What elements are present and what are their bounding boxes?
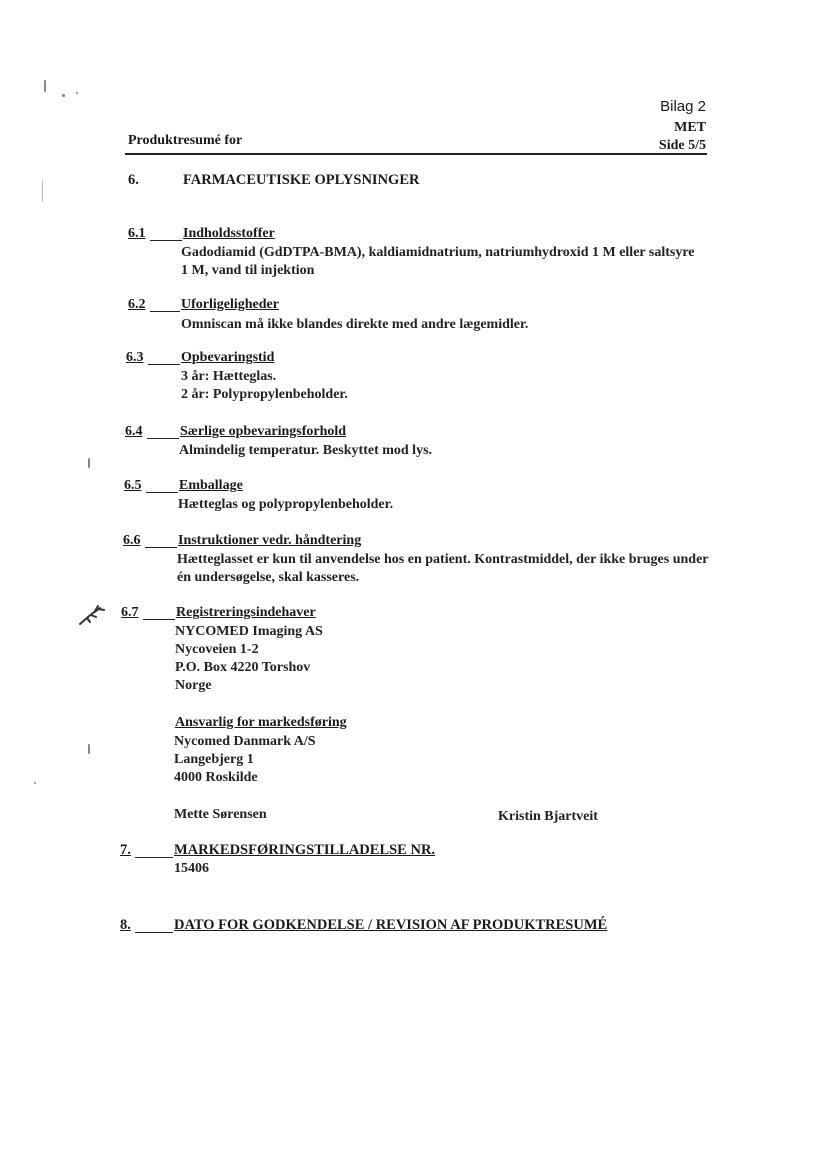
body-line: P.O. Box 4220 Torshov — [175, 660, 311, 675]
subsection-6-7-number: 6.7 — [121, 605, 139, 620]
subsection-6-4-number: 6.4 — [125, 424, 143, 439]
marketing-heading: Ansvarlig for markedsføring — [175, 715, 347, 730]
doc-label: Bilag 2 — [660, 98, 706, 115]
section-6-title: FARMACEUTISKE OPLYSNINGER — [183, 172, 420, 188]
section-rule — [135, 932, 173, 933]
subsection-6-2-heading: Uforligeligheder — [181, 297, 279, 312]
page-number: Side 5/5 — [658, 138, 706, 153]
subsection-6-4-heading: Særlige opbevaringsforhold — [180, 424, 347, 439]
handwritten-mark-icon — [78, 604, 106, 628]
subsection-6-6-number: 6.6 — [123, 533, 141, 548]
body-line: 3 år: Hætteglas. — [181, 369, 277, 384]
marketing-body — [174, 733, 316, 787]
scan-speck — [88, 458, 90, 468]
subsection-rule — [147, 438, 179, 439]
subsection-6-6-heading: Instruktioner vedr. håndtering — [178, 533, 362, 548]
subsection-6-1-body — [181, 244, 695, 280]
subsection-rule — [150, 240, 182, 241]
header-rule — [125, 153, 707, 155]
subsection-rule — [146, 492, 178, 493]
body-line: 1 M, vand til injektion — [181, 263, 315, 278]
header-title: Produktresumé for — [128, 133, 243, 148]
scan-speck — [76, 92, 78, 94]
subsection-rule — [145, 547, 177, 548]
subsection-6-2-body — [181, 316, 528, 334]
signatory-right: Kristin Bjartveit — [498, 809, 598, 824]
section-8-number: 8. — [120, 917, 131, 933]
body-line: Almindelig temperatur. Beskyttet mod lys. — [179, 443, 433, 458]
body-line: én undersøgelse, skal kasseres. — [177, 570, 360, 585]
section-7-number: 7. — [120, 842, 131, 858]
subsection-6-7-body — [175, 623, 323, 695]
body-line: Omniscan må ikke blandes direkte med andre lægemidler. — [181, 317, 529, 332]
section-7-title: MARKEDSFØRINGSTILLADELSE NR. — [174, 842, 436, 858]
body-line: Hætteglasset er kun til anvendelse hos en patient. Kontrastmiddel, der ikke bruges under — [177, 552, 709, 567]
subsection-6-1-heading: Indholdsstoffer — [183, 226, 275, 241]
section-7-value: 15406 — [174, 861, 209, 876]
body-line: Langebjerg 1 — [174, 752, 254, 767]
subsection-6-5-heading: Emballage — [179, 478, 243, 493]
signatory-left: Mette Sørensen — [174, 807, 267, 822]
subsection-rule — [143, 619, 175, 620]
scan-speck — [62, 94, 65, 97]
section-rule — [135, 857, 173, 858]
body-line: Norge — [175, 678, 212, 693]
subsection-6-6-body — [177, 551, 709, 587]
subsection-rule — [150, 311, 180, 312]
subsection-6-1-number: 6.1 — [128, 226, 146, 241]
section-8-title: DATO FOR GODKENDELSE / REVISION AF PRODUKTRESUMÉ — [174, 917, 608, 933]
subsection-6-3-heading: Opbevaringstid — [181, 350, 275, 365]
body-line: 4000 Roskilde — [174, 770, 258, 785]
body-line: Hætteglas og polypropylenbeholder. — [178, 497, 394, 512]
scan-speck — [44, 80, 46, 92]
section-6-number: 6. — [128, 172, 139, 188]
scan-speck — [34, 782, 36, 784]
subsection-6-3-body — [181, 368, 348, 404]
doc-code: MET — [674, 120, 706, 135]
subsection-rule — [148, 364, 180, 365]
scan-speck — [42, 180, 43, 202]
subsection-6-5-number: 6.5 — [124, 478, 142, 493]
body-line: 2 år: Polypropylenbeholder. — [181, 387, 348, 402]
subsection-6-4-body — [179, 442, 432, 460]
scan-speck — [88, 744, 90, 754]
subsection-6-7-heading: Registreringsindehaver — [176, 605, 316, 620]
body-line: Nycomed Danmark A/S — [174, 734, 316, 749]
subsection-6-5-body — [178, 496, 393, 514]
body-line: NYCOMED Imaging AS — [175, 624, 323, 639]
subsection-6-3-number: 6.3 — [126, 350, 144, 365]
subsection-6-2-number: 6.2 — [128, 297, 146, 312]
body-line: Nycoveien 1-2 — [175, 642, 259, 657]
body-line: Gadodiamid (GdDTPA-BMA), kaldiamidnatrium, natriumhydroxid 1 M eller saltsyre — [181, 245, 695, 260]
